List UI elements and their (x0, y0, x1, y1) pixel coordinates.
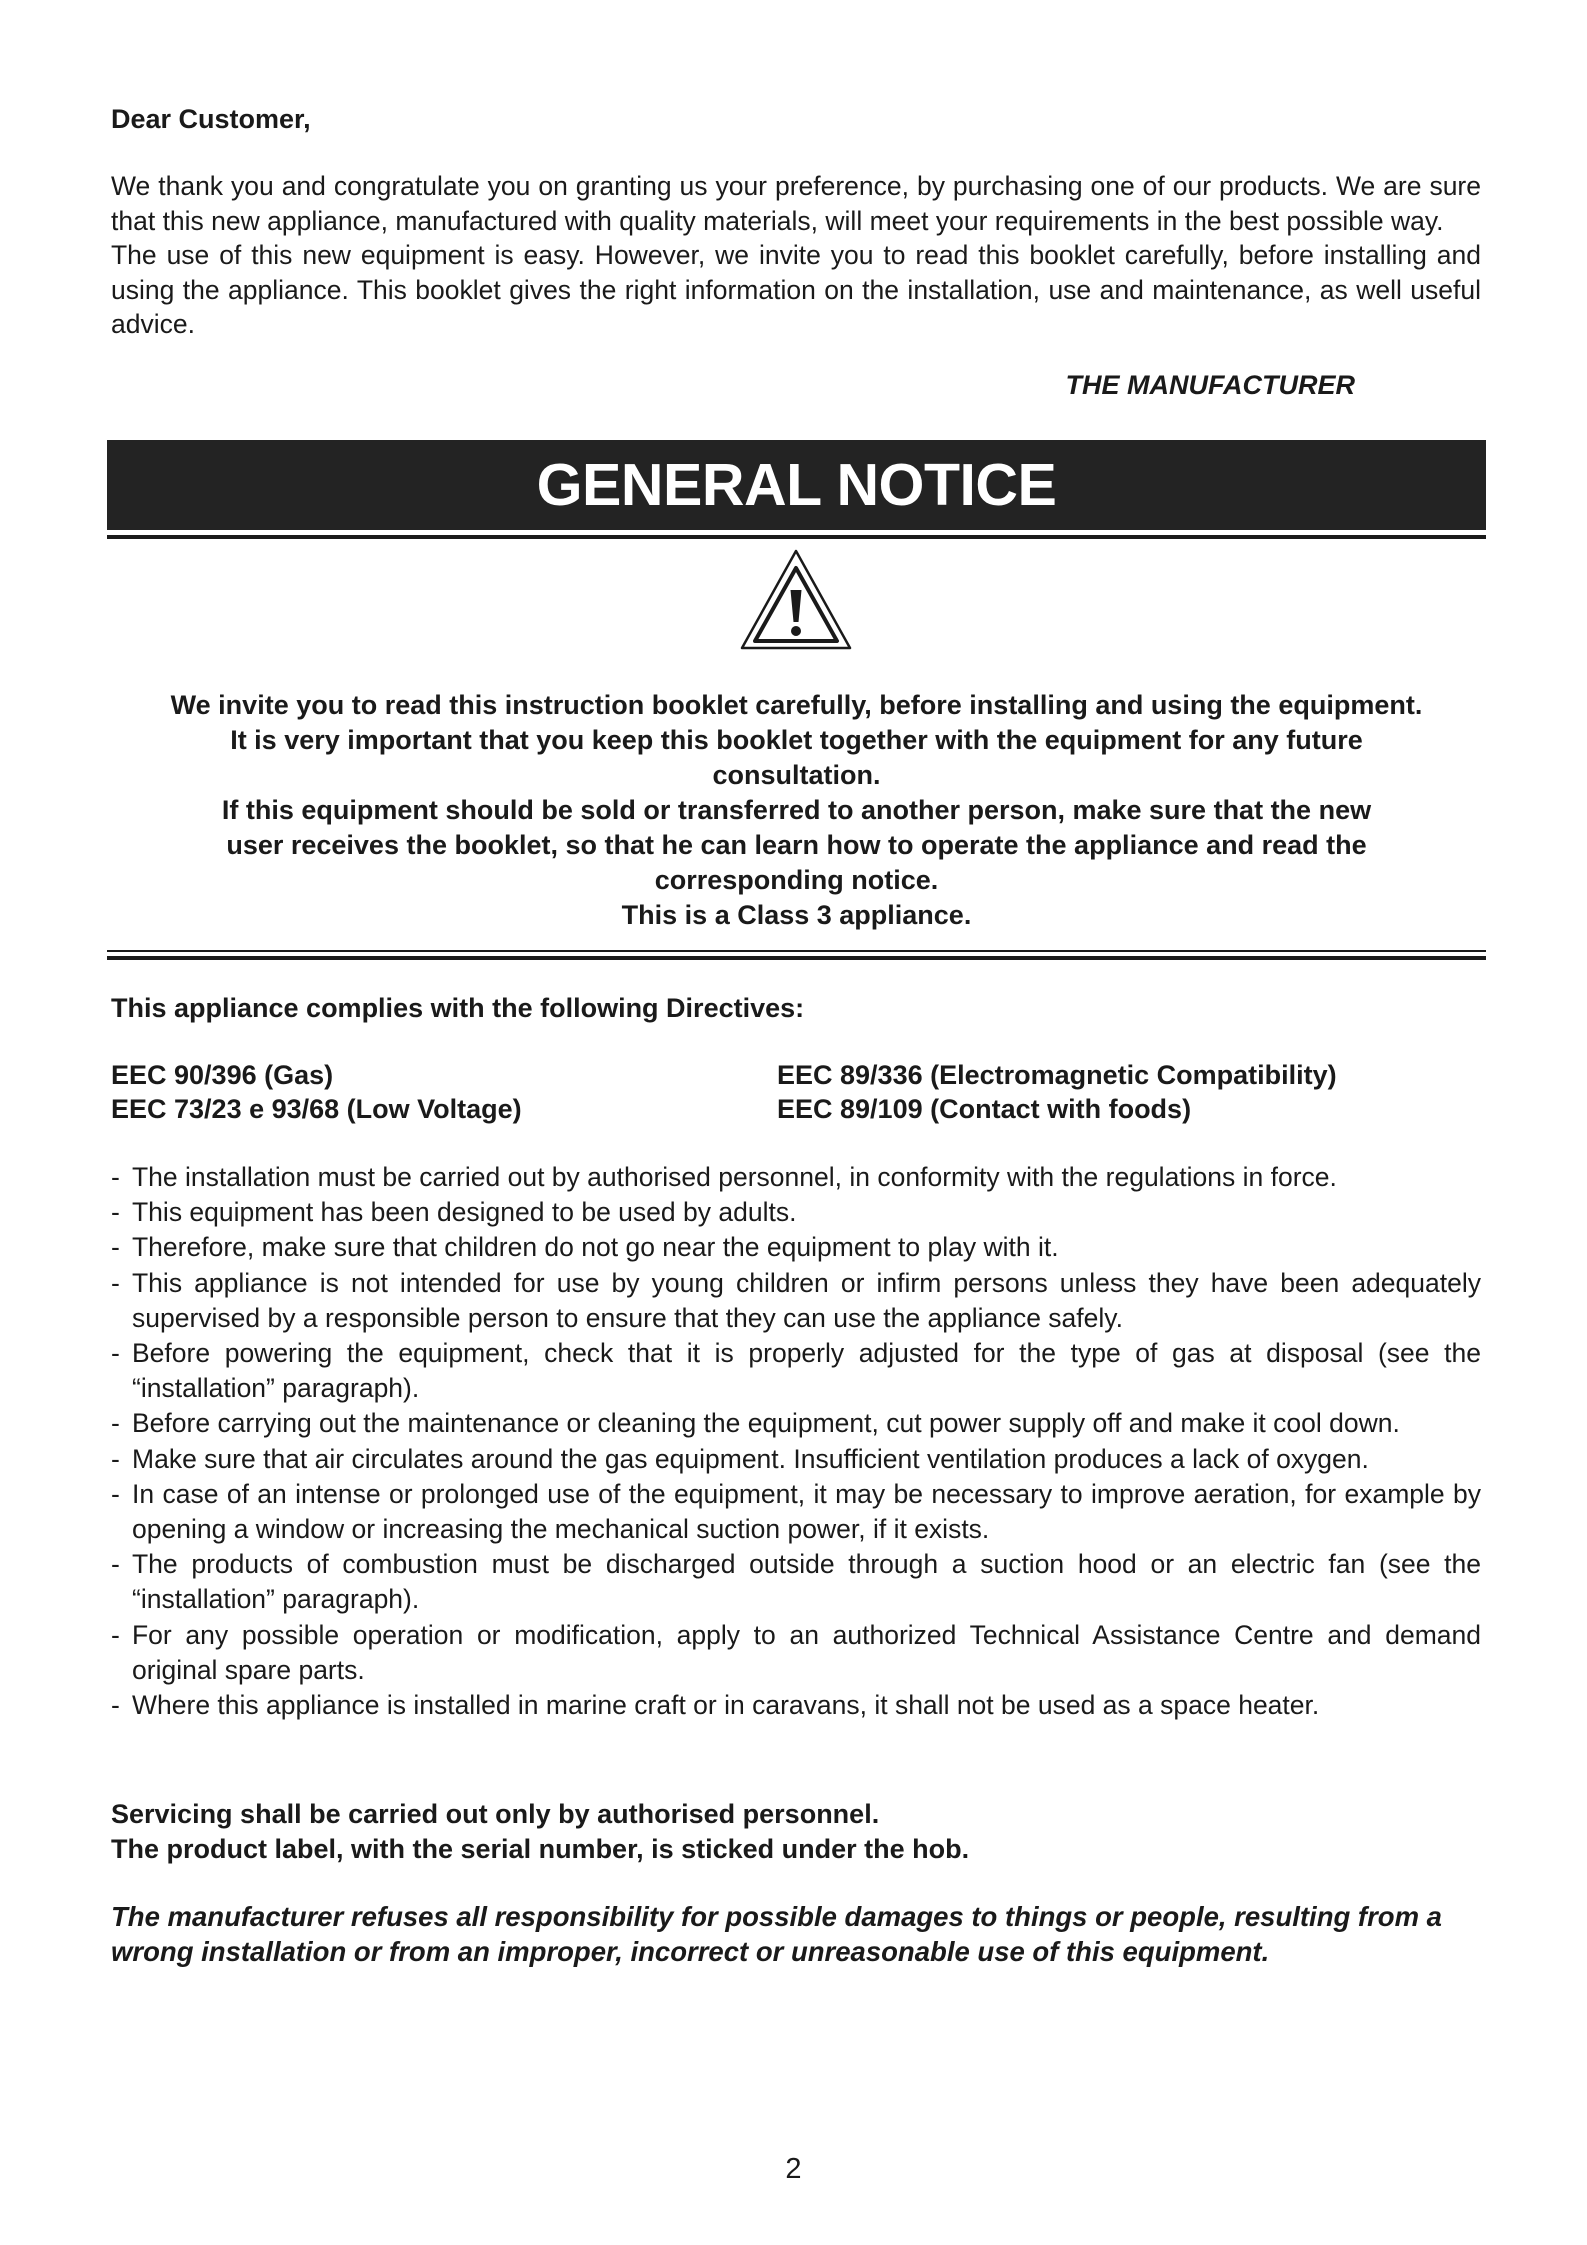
liability-disclaimer: The manufacturer refuses all responsibility for possible damages to things or people, resulting from a wrong installation or from an improper, incorrect or unreasonable use of this equipment. (111, 1901, 1442, 1967)
product-label-line: The product label, with the serial number, is sticked under the hob. (111, 1834, 970, 1864)
directive-item: EEC 73/23 e 93/68 (Low Voltage) (111, 1094, 522, 1124)
notice-line: consultation. (712, 760, 881, 790)
intro-paragraph: We thank you and congratulate you on granting us your preference, by purchasing one of our products. We are sure that this new appliance, manufactured with quality materials, will meet your requirements in the best possible way. (111, 171, 1481, 236)
directive-item: EEC 89/336 (Electromagnetic Compatibility) (777, 1060, 1337, 1090)
general-notice-banner (107, 440, 1486, 530)
list-item: - For any possible operation or modification, apply to an authorized Technical Assistance Centre and demand original spare parts. (111, 1618, 1481, 1688)
list-item: - Before carrying out the maintenance or cleaning the equipment, cut power supply off and make it cool down. (111, 1406, 1481, 1441)
divider (107, 950, 1486, 952)
servicing-line: Servicing shall be carried out only by authorised personnel. (111, 1799, 880, 1829)
list-item: - The products of combustion must be discharged outside through a suction hood or an electric fan (see the “installation” paragraph). (111, 1547, 1481, 1617)
list-item: - In case of an intense or prolonged use of the equipment, it may be necessary to improve aeration, for example by opening a window or increasing the mechanical suction power, if it exists. (111, 1477, 1481, 1547)
notice-line: corresponding notice. (654, 865, 939, 895)
notice-line: This is a Class 3 appliance. (621, 900, 972, 930)
warning-triangle-icon (737, 545, 855, 653)
notice-line: We invite you to read this instruction booklet carefully, before installing and using the equipment. (170, 690, 1423, 720)
intro-text (111, 169, 1481, 342)
general-notice-title: GENERAL NOTICE (536, 452, 1057, 518)
servicing-note (111, 1797, 969, 1867)
list-item: - Therefore, make sure that children do not go near the equipment to play with it. (111, 1230, 1481, 1265)
notice-line: It is very important that you keep this booklet together with the equipment for any future (230, 725, 1363, 755)
intro-paragraph: The use of this new equipment is easy. However, we invite you to read this booklet carefully, before installing and using the appliance. This booklet gives the right information on the installation, use and maintenance, as well useful advice. (111, 240, 1481, 339)
divider (107, 535, 1486, 539)
list-item: - Make sure that air circulates around the gas equipment. Insufficient ventilation produces a lack of oxygen. (111, 1442, 1481, 1477)
list-item: - Before powering the equipment, check that it is properly adjusted for the type of gas at disposal (see the “installation” paragraph). (111, 1336, 1481, 1406)
notice-line: user receives the booklet, so that he can learn how to operate the appliance and read the (226, 830, 1367, 860)
notice-line: If this equipment should be sold or transferred to another person, make sure that the new (221, 795, 1372, 825)
list-item: - This appliance is not intended for use by young children or infirm persons unless they have been adequately supervised by a responsible person to ensure that they can use the appliance safely. (111, 1266, 1481, 1336)
directives-intro: This appliance complies with the following Directives: (111, 993, 805, 1023)
list-item: - Where this appliance is installed in marine craft or in caravans, it shall not be used as a space heater. (111, 1688, 1481, 1723)
salutation: Dear Customer, (111, 104, 311, 134)
directive-item: EEC 89/109 (Contact with foods) (777, 1094, 1192, 1124)
list-item: - The installation must be carried out by authorised personnel, in conformity with the regulations in force. (111, 1160, 1481, 1195)
divider (107, 956, 1486, 960)
list-item: - This equipment has been designed to be used by adults. (111, 1195, 1481, 1230)
safety-bullet-list (111, 1160, 1481, 1723)
directive-item: EEC 90/396 (Gas) (111, 1060, 334, 1090)
general-notice-text (107, 688, 1486, 933)
page-number: 2 (785, 2153, 802, 2185)
manufacturer-signature: THE MANUFACTURER (1065, 370, 1355, 400)
